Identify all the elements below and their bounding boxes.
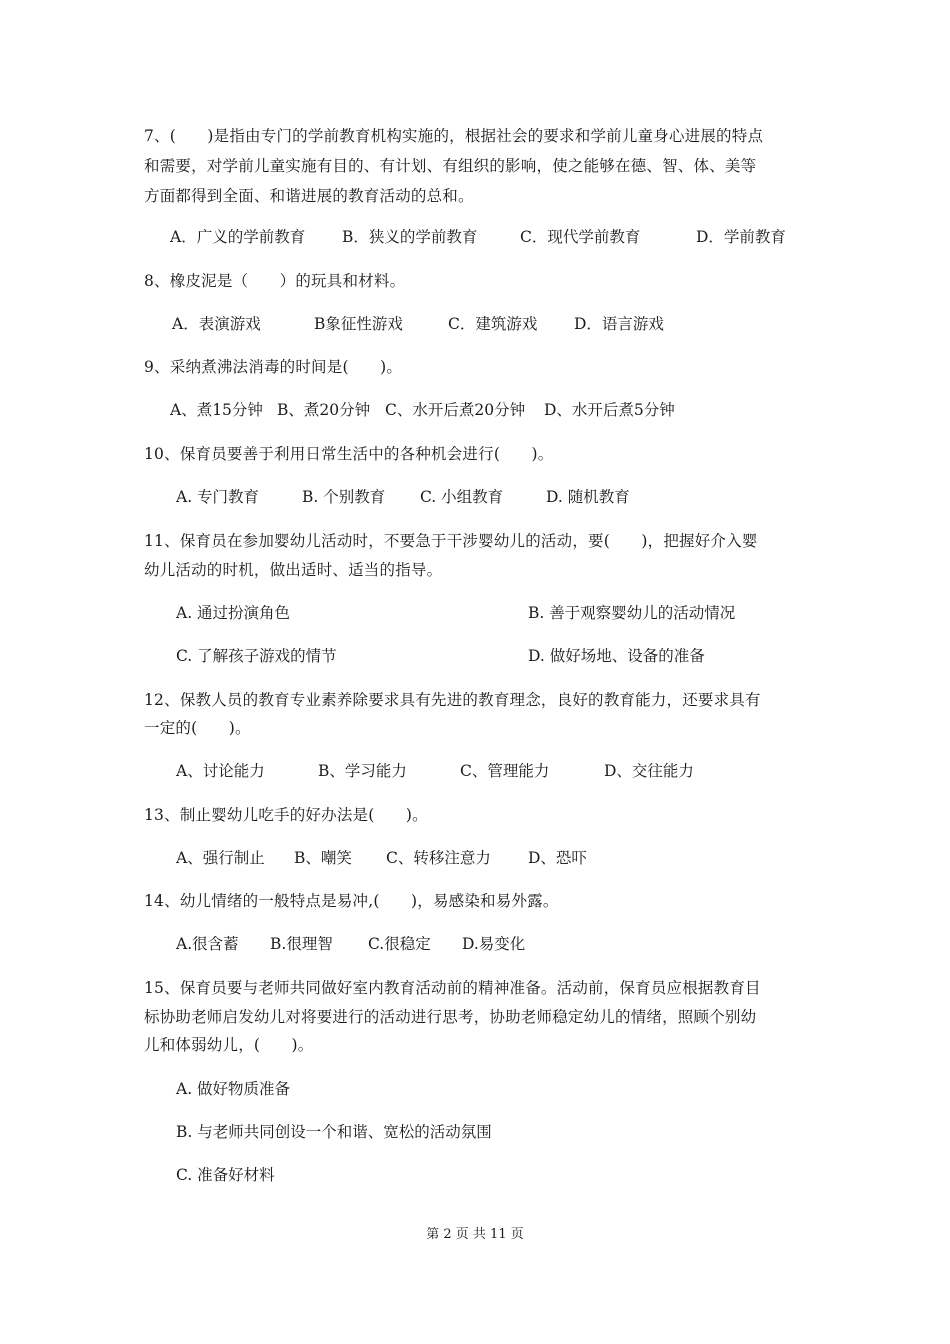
q13-option-c: C、转移注意力 [386, 849, 491, 867]
q9-option-d: D、水开后煮5分钟 [544, 401, 675, 419]
q14-option-b: B.很理智 [270, 935, 333, 953]
q10-stem: 10、保育员要善于利用日常生活中的各种机会进行( )。 [144, 445, 554, 463]
q11-option-c: C. 了解孩子游戏的情节 [176, 647, 337, 665]
q10-option-a: A. 专门教育 [176, 488, 260, 506]
q11-option-b: B. 善于观察婴幼儿的活动情况 [528, 604, 736, 622]
q11-option-a: A. 通过扮演角色 [176, 604, 291, 622]
q12-option-b: B、学习能力 [318, 762, 407, 780]
q15-option-a: A. 做好物质准备 [176, 1080, 291, 1098]
q14-option-d: D.易变化 [462, 935, 526, 953]
q12-stem-line-1: 12、保教人员的教育专业素养除要求具有先进的教育理念，良好的教育能力，还要求具有 [144, 691, 761, 709]
q13-stem: 13、制止婴幼儿吃手的好办法是( )。 [144, 806, 428, 824]
q15-stem-line-3: 儿和体弱幼儿，( )。 [144, 1036, 314, 1054]
q10-option-b: B. 个别教育 [302, 488, 386, 506]
q13-option-d: D、恐吓 [528, 849, 587, 867]
q11-stem-line-1: 11、保育员在参加婴幼儿活动时，不要急于干涉婴幼儿的活动，要( )，把握好介入婴 [144, 532, 758, 550]
q7-option-b: B．狭义的学前教育 [342, 228, 478, 246]
q15-stem-line-1: 15、保育员要与老师共同做好室内教育活动前的精神准备。活动前，保育员应根据教育目 [144, 979, 761, 997]
q9-option-a: A、煮15分钟 [170, 401, 263, 419]
q8-stem: 8、橡皮泥是（ ）的玩具和材料。 [144, 272, 406, 290]
q8-option-d: D．语言游戏 [574, 315, 664, 333]
q7-option-a: A．广义的学前教育 [170, 228, 306, 246]
q10-option-d: D. 随机教育 [546, 488, 630, 506]
q14-stem: 14、幼儿情绪的一般特点是易冲,( )，易感染和易外露。 [144, 892, 559, 910]
q13-option-b: B、嘲笑 [294, 849, 352, 867]
q7-option-c: C．现代学前教育 [520, 228, 641, 246]
q8-option-a: A．表演游戏 [172, 315, 261, 333]
page-number-footer: 第 2 页 共 11 页 [426, 1227, 524, 1242]
q14-option-a: A.很含蓄 [176, 935, 239, 953]
q15-option-b: B. 与老师共同创设一个和谐、宽松的活动氛围 [176, 1123, 492, 1141]
q12-option-d: D、交往能力 [604, 762, 694, 780]
q15-option-c: C. 准备好材料 [176, 1166, 275, 1184]
q7-option-d: D．学前教育 [696, 228, 786, 246]
q7-stem-line-3: 方面都得到全面、和谐进展的教育活动的总和。 [144, 187, 474, 205]
q15-stem-line-2: 标协助老师启发幼儿对将要进行的活动进行思考，协助老师稳定幼儿的情绪，照顾个别幼 [144, 1008, 757, 1026]
q9-option-c: C、水开后煮20分钟 [385, 401, 526, 419]
q8-option-c: C．建筑游戏 [448, 315, 538, 333]
q9-option-b: B、煮20分钟 [277, 401, 371, 419]
q12-option-a: A、讨论能力 [176, 762, 265, 780]
q7-stem-line-1: 7、( )是指由专门的学前教育机构实施的，根据社会的要求和学前儿童身心进展的特点 [144, 127, 764, 145]
q12-stem-line-2: 一定的( )。 [144, 719, 251, 737]
q7-stem-line-2: 和需要，对学前儿童实施有目的、有计划、有组织的影响，使之能够在德、智、体、美等 [144, 157, 757, 175]
q9-stem: 9、采纳煮沸法消毒的时间是( )。 [144, 358, 403, 376]
q10-option-c: C. 小组教育 [420, 488, 504, 506]
q11-stem-line-2: 幼儿活动的时机，做出适时、适当的指导。 [144, 561, 443, 579]
q12-option-c: C、管理能力 [460, 762, 550, 780]
q13-option-a: A、强行制止 [176, 849, 265, 867]
q11-option-d: D. 做好场地、设备的准备 [528, 647, 705, 665]
q14-option-c: C.很稳定 [368, 935, 431, 953]
q8-option-b: B象征性游戏 [314, 315, 403, 333]
